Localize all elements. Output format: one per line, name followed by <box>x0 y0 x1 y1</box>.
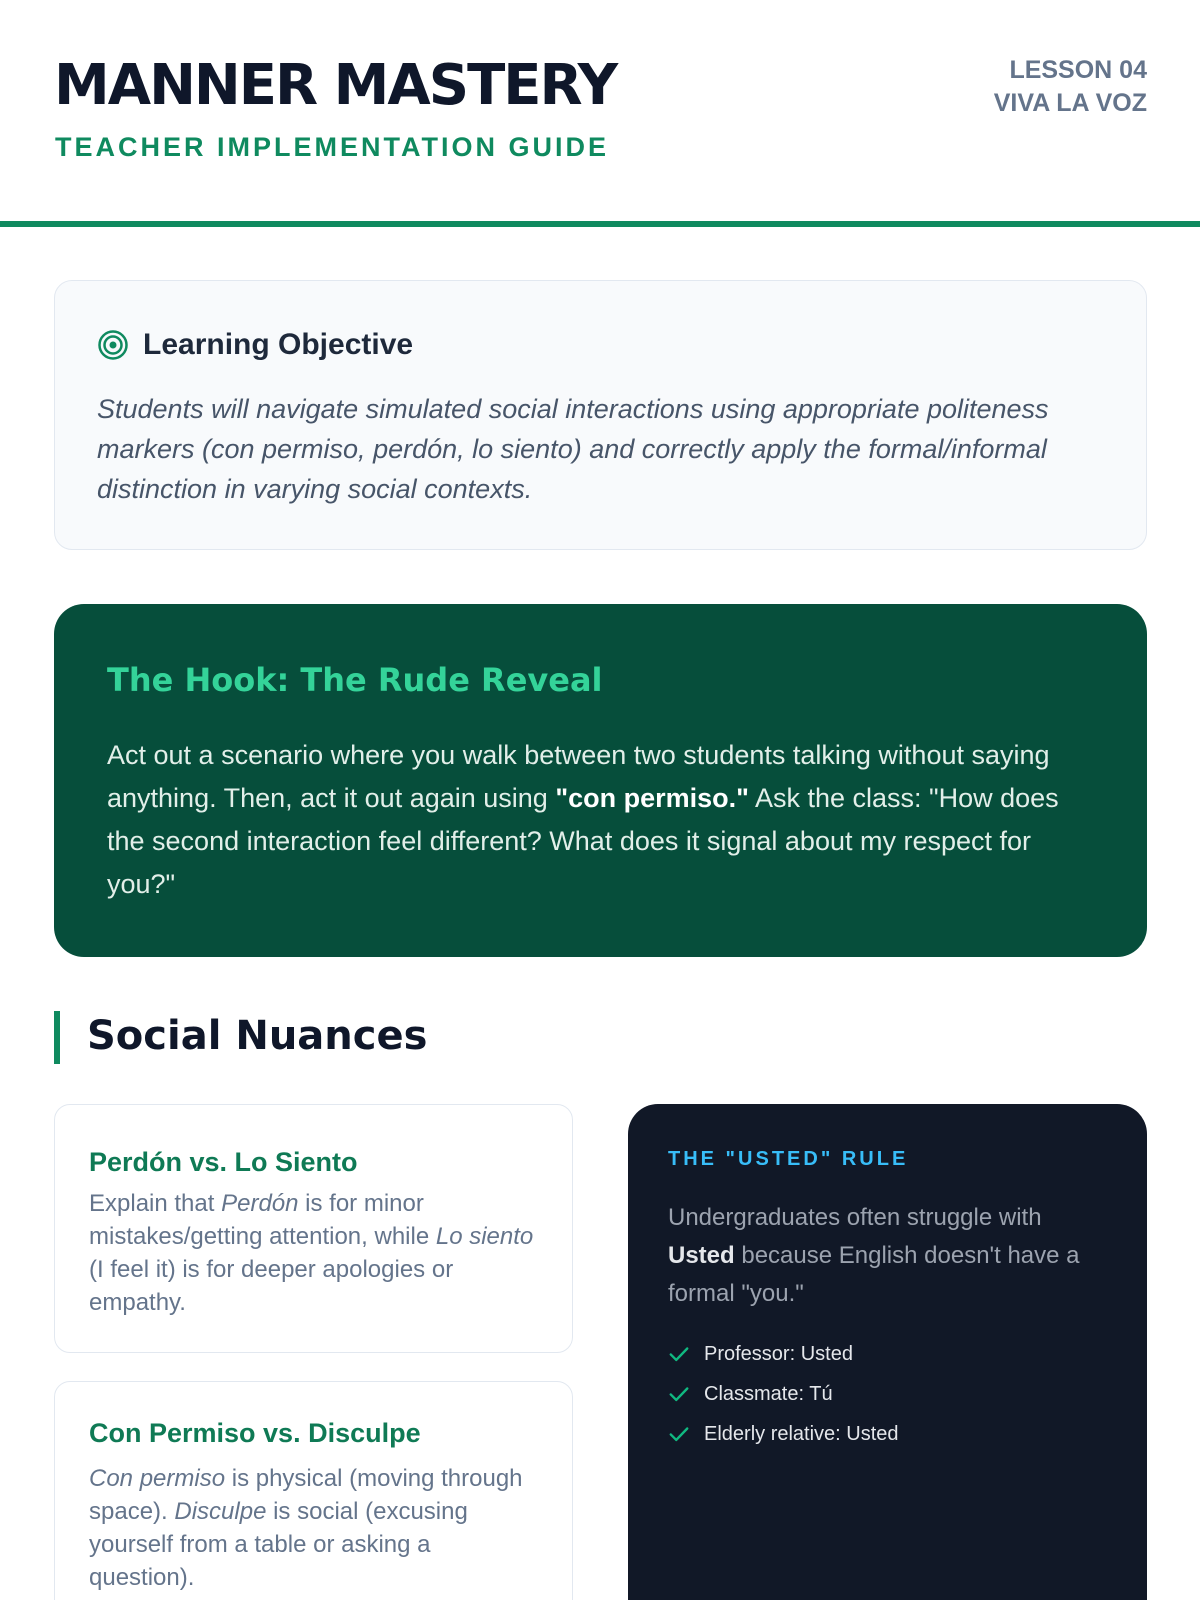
hook-text-part: Act out a scenario where you walk between two students talking without saying anything. Then, act it out again using <box>107 740 1050 813</box>
check-icon <box>668 1383 690 1405</box>
card-term: Lo siento <box>435 1223 534 1250</box>
usted-text-emphasis: Usted <box>668 1242 735 1269</box>
usted-rule-text <box>668 1199 1108 1313</box>
nuance-card-perdon <box>54 1104 573 1353</box>
card-text-part: is for minor mistakes/getting attention, while <box>89 1190 436 1250</box>
card-text-part: is social (excusing yourself from a table or asking a question). <box>89 1498 468 1591</box>
usted-text-part: Undergraduates often struggle with <box>668 1204 1042 1231</box>
section-accent-bar <box>54 1011 60 1064</box>
usted-rule-card <box>628 1104 1147 1600</box>
list-item-text: Elderly relative: Usted <box>704 1422 899 1445</box>
card-term: Con permiso <box>89 1465 226 1492</box>
hook-text <box>107 734 1097 906</box>
card-title: Perdón vs. Lo Siento <box>89 1147 358 1177</box>
check-icon <box>668 1423 690 1445</box>
objective-text: Students will navigate simulated social interactions using appropriate politeness markers (con permiso, perdón, lo siento) and correctly apply the formal/informal distinction in varying social contexts. <box>97 394 1049 504</box>
usted-rule-label: THE "USTED" RULE <box>668 1148 909 1170</box>
list-item <box>668 1414 899 1454</box>
lesson-info <box>994 54 1147 120</box>
course-name: VIVA LA VOZ <box>993 89 1147 117</box>
learning-objective-card <box>54 280 1147 550</box>
hook-title: The Hook: The Rude Reveal <box>107 661 603 699</box>
card-term: Disculpe <box>174 1498 267 1525</box>
list-item <box>668 1334 899 1374</box>
usted-examples-list <box>668 1334 899 1454</box>
page-subtitle: TEACHER IMPLEMENTATION GUIDE <box>55 132 609 162</box>
usted-text-part: because English doesn't have a formal "you." <box>668 1242 1080 1307</box>
card-title: Con Permiso vs. Disculpe <box>89 1418 421 1448</box>
hook-text-emphasis: "con permiso." <box>555 783 749 813</box>
page-title: MANNER MASTERY <box>54 53 617 118</box>
card-text <box>89 1462 539 1594</box>
card-text-part: is physical (moving through space). <box>89 1465 523 1525</box>
card-term: Perdón <box>221 1190 299 1217</box>
lesson-number: LESSON 04 <box>1009 56 1147 84</box>
card-text-part: (I feel it) is for deeper apologies or empathy. <box>89 1256 454 1316</box>
card-text <box>89 1187 539 1319</box>
nuance-card-permiso <box>54 1381 573 1600</box>
objective-header <box>97 327 413 363</box>
objective-title: Learning Objective <box>143 328 414 361</box>
page-header <box>0 0 1200 227</box>
list-item-text: Classmate: Tú <box>704 1382 833 1405</box>
hook-card <box>54 604 1147 957</box>
check-icon <box>668 1343 690 1365</box>
card-text-part: Explain that <box>89 1190 222 1217</box>
list-item <box>668 1374 899 1414</box>
hook-text-part: Ask the class: "How does the second interaction feel different? What does it signal about my respect for you?" <box>107 783 1059 899</box>
section-title: Social Nuances <box>87 1013 428 1059</box>
list-item-text: Professor: Usted <box>704 1342 853 1365</box>
target-icon <box>97 329 129 361</box>
